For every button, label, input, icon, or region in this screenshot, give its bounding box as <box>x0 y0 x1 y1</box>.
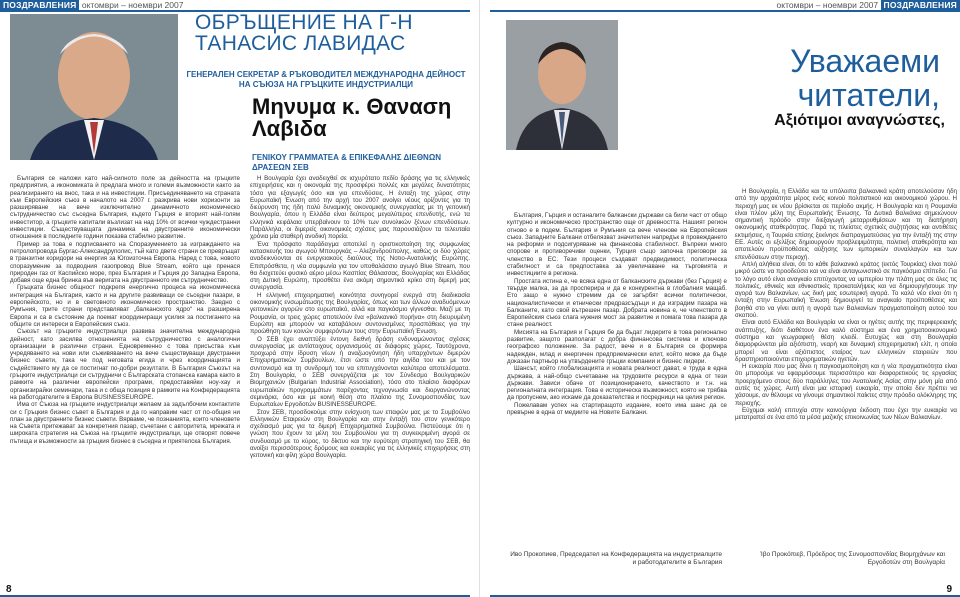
signature-gr: Ίβο Προκόπιεβ, Πρόεδρος της Συνομοσπονδίας Βιομηχάνων και Εργοδοτών στη Βουλγαρία <box>760 551 945 566</box>
paragraph: Στον ΣΕΒ, προσδοκούμε στην ενίσχυση των επαφών μας με το Συμβούλιο Ελληνικών Εταιρειών στη Βουλγαρία και στην ένταξή του στον γενικότερο σχεδιασμό μας για τα διμερή Επιχειρηματικά Συμβούλια. Πιστεύουμε ότι η γνώση που έχουν τα μέλη του Συμβουλίου για τη συγκεκριμένη αγορά σε συνδυασμό με το κύρος, το δίκτυο και την ευρύτερη στρατηγική του ΣΕΒ, θα ανοίξει περισσότερους δρόμους και ευκαιρίες για τις ελληνικές επιχειρήσεις στη γειτονική και φίλη χώρα Βουλγαρία. <box>250 408 470 460</box>
page-number-right: 9 <box>946 584 952 595</box>
paragraph: Има от Съюза на гръцките индустриалци желаем за задълбочим контактите си с Гръцкия бизнес съвет в България и да го направим част от по-общия ни план за двустранните бизнес съвети. Вярваме, че познанията, които членовете на Съвета притежават за конкретния пазар, съчетани с авторитета, мрежата и широката стратегия на Съюза на гръцките индустриалци, ще отворят повече пътища и възможности за гръцкия бизнес в съседна и приятелска България. <box>10 401 240 445</box>
page-number-left: 8 <box>6 584 12 595</box>
paragraph: Ένα πρόσφατο παράδειγμα αποτελεί η οριστικοποίηση της συμφωνίας κατασκευής του αγωγού Μπουργκάς – Αλεξανδρούπολης, καθώς οι δύο χώρες αναδεικνύονται σε ενεργειακούς διαύλους της Νοτιο-Ανατολικής Ευρώπης. Επιπρόσθετα, η νέα συμφωνία για τον υποθαλάσσιο αγωγό Blue Stream, που θα διοχετεύει φυσικό αέριο μέσω Κασπίας Θάλασσας, Βουλγαρίας και Ελλάδας στη Δυτική Ευρώπη, προσθέτει ένα ακόμη σημαντικό κρίκο στη διμερή μας συνεργασία. <box>250 240 470 292</box>
page-gutter <box>479 0 480 597</box>
article-subtitle-gr: ΓΕΝΙΚΟΥ ΓΡΑΜΜΑΤΕΑ & ΕΠΙΚΕΦΑΛΗΣ ΔΙΕΘΝΩΝ ΔΡΑΣΕΩΝ ΣΕΒ <box>252 153 442 172</box>
paragraph: Η ευκαιρία που μας δίνει η παγκοσμιοποίηση και η νέα πραγματικότητα είναι ότι μπορούμε να εφαρμόσουμε περισσότερο και διαφορετικούς τις εργασίας προερχόμενο στους δύο παράλληλες του Ανατολικής Ασίας στην μόνη μία από αυτές τις χώρες. Αυτή είναι μια ιστορική ευκαιρία, την οποία δεν πρέπει να χάσουμε, αν θέλουμε να γίνουμε σημαντικοί παίκτες στην πρόοδο ολόκληρης της περιοχής. <box>735 363 957 407</box>
portrait-photo-prokopiev <box>506 20 618 150</box>
paragraph: Είναι αυτό Ελλάδα και Βουλγαρία να είναι οι ηγέτες αυτής της περιφερειακής ανάπτυξης, διότι διαθέτουν ένα καλό σύστημα και ένα χρηματοοικονομικό σύστημα και γεωγραφική θέση κλειδί. Ευτυχώς και στη Βουλγαρία διαμορφώνεται μία αξιόπιστη, νεαρή και δυναμική επιχειρηματική ελίτ, η οποία μπορεί να είναι αξιόπιστος εταίρος των ελληνικών εταιρειών που δραστηριοποιούνται επιχειρηματικών ηγετών. <box>735 319 957 363</box>
article-title-gr: Μηνυμα κ. Θαναση Λαβιδα <box>252 94 452 141</box>
paragraph: Шансът, който глобализацията и новата реалност дават, е труда в една държава, а най-общо съчетаване на трудовите ресурси в една от тези държави. Зависи обаче от позиционирането, качеството и т.н. на регионалната интеграция. Това е историческа възможност, която не трябва да пропуснем, ако искаме да доказателства и посредници на целия регион. <box>507 365 727 402</box>
issue-date: октомври – ноември 2007 <box>81 0 184 10</box>
portrait-photo-lavidas <box>10 14 178 160</box>
paragraph: Εύχομαι καλή επιτυχία στην καινούργια έκδοση που έχει την ευκαιρία να μετατραπεί σε ένα από τα μέσα μαζικής επικοινωνίας των Νέων Βαλκανίων. <box>735 406 957 422</box>
section-label: ПОЗДРАВЛЕНИЯ <box>881 0 960 10</box>
article-title-bg: ОБРЪЩЕНИЕ НА Г-Н ТАНАСИС ЛАВИДАС <box>195 11 413 55</box>
article-body-gr <box>250 175 470 590</box>
article-subtitle-bg: ГЕНЕРАЛЕН СЕКРЕТАР & РЪКОВОДИТЕЛ МЕЖДУНАРОДНА ДЕЙНОСТ НА СЪЮЗА НА ГРЪЦКИТЕ ИНДУСТРИАЛЦИ <box>186 70 466 89</box>
paragraph: Мисията на България и Гърция бе да бъдат лидерите в това регионално развитие, защото разполагат с добра финансова система и ключово географско положение. За радост, вече и в България се формира надежден, млад и енергичен предприемачески елит, който може да бъде доказан партньор на утвърдените гръцки компании и бизнес лидери. <box>507 328 727 365</box>
paragraph: Пример за това е подписването на Споразумението за изграждането на петролопровода Бургас-Александруполис, тъй като двете страни се превръщат в транзитни коридори на енергия за Югоизточна Европа. Наред с това, новото споразумение за подводния газопровод Blue Stream, който ще пренася природен газ от Каспийско море, през България и Гърция до Западна Европа, добавя още една бринка във веригата на двустранното им сътрудничество. <box>10 240 240 285</box>
paragraph: Съюзът на гръцките индустриалци развива значителна международна дейност, като засилва отношенията на сътрудничество с аналогични организации в различни страни. Едновременно с това присъства към учредяването на нови или съживяването на вече съществуващи двустранни бизнес съвети, така че под неговата егида и чрез координацията и съдействието му да се постигнат по-добри резултати. В България Съюзът на гръцките индустриалци си сътрудничи с Българската стопанска камара както в рамките на различни европейски програми, предоставяйки ноу-хау и организирайки семинари, така и с обща позиция в рамките на Конфедерацията на работодателите в Европа BUSINESSEUROPE. <box>10 328 240 401</box>
paragraph: Απλή αλήθεια είναι, ότι το κάθε βαλκανικό κράτος (εκτός Τουρκίας) είναι πολύ μικρό ώστε να προοδεύσει και να είναι ανταγωνιστικό σε παγκόσμιο επίπεδο. Για το λόγο αυτό είναι αναγκαίο επιτύχοντας να υμπερίου την πλάτη μας σε όλες τις πολιτικές, εθνικές και εθνικιστικές προκαταλήψεις και να δημιουργήσουμε την αγορά των Βαλκανίων, ως δική μας εσωτερική αγορά. Το καλό νέο είναι ότι η ένταξη στην Ευρωπαϊκή Ένωση δημιουργεί τα αναγκαίο προϋποθέσεις και βοηθά στο να γίνει αυτή η αγορά των Βαλκανίων πραγματοποίηση αυτού του σκοπού. <box>735 260 957 320</box>
issue-date: октомври – ноември 2007 <box>776 0 879 10</box>
left-running-header <box>0 0 470 10</box>
paragraph: България, Гърция и останалите балкански държави са били част от общо културно и икономическо пространство още от древността. Нашият регион отново е в подем. България и Румъния са вече членове на Европейския съюз. Западните Балкани отбелязват значителен напредък в провеждането на реформи и подсигуряване на финансова стабилност. Въпреки много спорове и противоречиви оценки, Турция също започна преговори за членство в ЕС. Тези процеси създават предвидимост, политическа стабилност и са предпоставка за увеличаване на търговията и инвестициите в региона. <box>507 212 727 278</box>
paragraph: Η Βουλγαρία έχει αναδειχθεί σε ισχυρότατο πεδίο δράσης για τις ελληνικές επιχειρήσεις και η οικονομία της προσφέρει πολλές και μεγάλες δυνατότητες τόσο για εξαγωγές όσο και για επενδύσεις. Η ένταξη της χώρας στην Ευρωπαϊκή Ένωση από την αρχή του 2007 ανοίγει νέους ορίζοντες για τη διεύρυνση της ήδη πολύ δυναμικής οικονομικής συνεργασίας με τη γειτονική Βουλγαρία, όπου η Ελλάδα είναι δεύτερος μεγαλύτερος επενδυτής, ενώ τα ελληνικά κεφάλαια υπερβαίνουν το 10% των συνολικών ξένων επενδύσεων. Παράλληλα, οι διμερείς οικονομικές σχέσεις μας παρουσιάζουν τα τελευταία χρόνια μία σταθερή ανοδική πορεία. <box>250 175 470 241</box>
paragraph: Ο ΣΕΒ έχει αναπτύξει έντονη διεθνή δράση ενδυναμώνοντας σχέσεις συνεργασίας με αντίστοιχους οργανισμούς σε διάφορες χώρες. Ταυτόχρονα, προχωρά στην ίδρυση νέων ή αναζωογόνηση ήδη υπαρχόντων διμερών Επιχειρηματικών Συμβουλίων, έτσι ώστε υπό την αιγίδα του και με τον συντονισμό και τη συνδρομή του να επιτυγχάνονται καλύτερα αποτελέσματα. Στη Βουλγαρία, ο ΣΕΒ συνεργάζεται με τον Σύνδεσμο Βουλγαρικών Βιομηχανιών (Bulgarian Industrial Association), τόσο στο πλαίσιο διαφόρων ευρωπαϊκών προγραμμάτων παρέχοντας τεχνογνωσία και διοργανώνοντας σεμινάρια, όσο και με κοινή θέση στο πλαίσιο της Συνομοσπονδίας των Ευρωπαίων Εργοδοτών BUSINESSEUROPE. <box>250 335 470 409</box>
paragraph: Гръцката бизнес общност подкрепя енергично процеса на икономическа интеграция на България, както и на другите развиващи се съседни пазари, в европейското, но и в световното икономическо пространство. Заедно с Румъния, трите страни представляват „балканското ядро“ на разширена Европа и са в състояние да поемат координиращи усилия за постигането на общите си интереси в Европейския съюз. <box>10 284 240 328</box>
editorial-title-gr: Αξιότιμοι αναγνώστες, <box>774 112 945 129</box>
section-label: ПОЗДРАВЛЕНИЯ <box>0 0 79 10</box>
paragraph: България се наложи като най-силното поле за дейността на гръцките предприятия, а икономиката ѝ предлага много и големи възможности както за реализирането на внос, така и на инвестиции. Присъединяването на страната към Европейския съюз в началото на 2007 г. разкрива нови хоризонти за разширяване на вече изключително динамичното икономическо сътрудничество със съседна България, където Гърция е вторият най-голям инвеститор, а гръцките капитали възлизат на над 10% от всички чуждестранни инвестиции. Съществуващата динамика на двустранните икономически отношения в последните години показва стабилно развитие. <box>10 175 240 241</box>
paragraph: Простата истина е, че всяка една от балканските държави (без Гърция) е твърде малка, за да просперира и да е конкурентна в глобалния мащаб. Ето защо е нужно стремим да се загърбят всички политически, националистически и етнически предразсъдъци и да изградим пазара на Балканите, като свой вътрешен пазар. Добрата новина е, че членството в Европейския съюз слага нужния мост за развитие и помага това пазара да стане реалност. <box>507 277 727 329</box>
paragraph: Η Βουλγαρία, η Ελλάδα και τα υπόλοιπα βαλκανικά κράτη αποτελούσαν ήδη από την αρχαιότητα μέρος ενός κοινού πολιτιστικού και οικονομικού χώρου. Η περιοχή μας εκ νέου βρίσκεται σε περίοδο ακμής. Η Βουλγαρία και η Ρουμανία είναι πλέον μέλη της Ευρωπαϊκής Ένωσης. Τα Δυτικά Βαλκάνια σημειώνουν σημαντική πρόοδο στην διεξαγωγή μεταρρυθμίσεων και τη διατήρηση οικονομικής σταθερότητας. Παρά τις πλείστες σχετικές συζητήσεις και αντιθέτες εκτιμήσεις, η Τουρκία επίσης ξεκίνησε διαπραγματεύσεις για την ένταξή της στην ΕΕ. Αυτές οι εξελίξεις δημιουργούν προβλεψιμότητα, πολιτική σταθερότητα και αποτελούν προϋποθέσεις αύξησης των εμπορικών συναλλαγών και των επενδύσεων στην περιοχή. <box>735 188 957 261</box>
editorial-body-bg <box>507 212 727 592</box>
right-running-header <box>490 0 960 10</box>
editorial-title-bg: Уважаеми читатели, <box>790 43 940 113</box>
header-rule <box>490 10 960 12</box>
paragraph: Η ελληνική επιχειρηματική κοινότητα συνηγορεί ενεργά στη διαδικασία οικονομικής ενσωμάτωσης της Βουλγαρίας, όπως και των άλλων αναδυόμενων γειτονικών αγορών στο ευρωπαϊκό, αλλά και παγκόσμιο γίγνεσθαι. Μαζί με τη Ρουμανία, οι τρεις χώρες αποτελούν ένα «βαλκανικό πυρήνα» στη διευρυμένη Ευρώπη και μπορούν να καταβάλουν συντονισμένες προσπάθειες για την προώθηση των κοινών συμφερόντων τους στην Ευρωπαϊκή Ένωση. <box>250 291 470 336</box>
article-body-bg <box>10 175 240 595</box>
editorial-body-gr <box>735 188 957 588</box>
paragraph: Пожелавам успех на стартиращото издание, което има шанс да се превърне в една от медиите на Новите Балкани. <box>507 401 727 417</box>
signature-bg: Иво Прокопиев, Председател на Конфедерацията на индустриалците и работодателите в България <box>510 551 722 566</box>
